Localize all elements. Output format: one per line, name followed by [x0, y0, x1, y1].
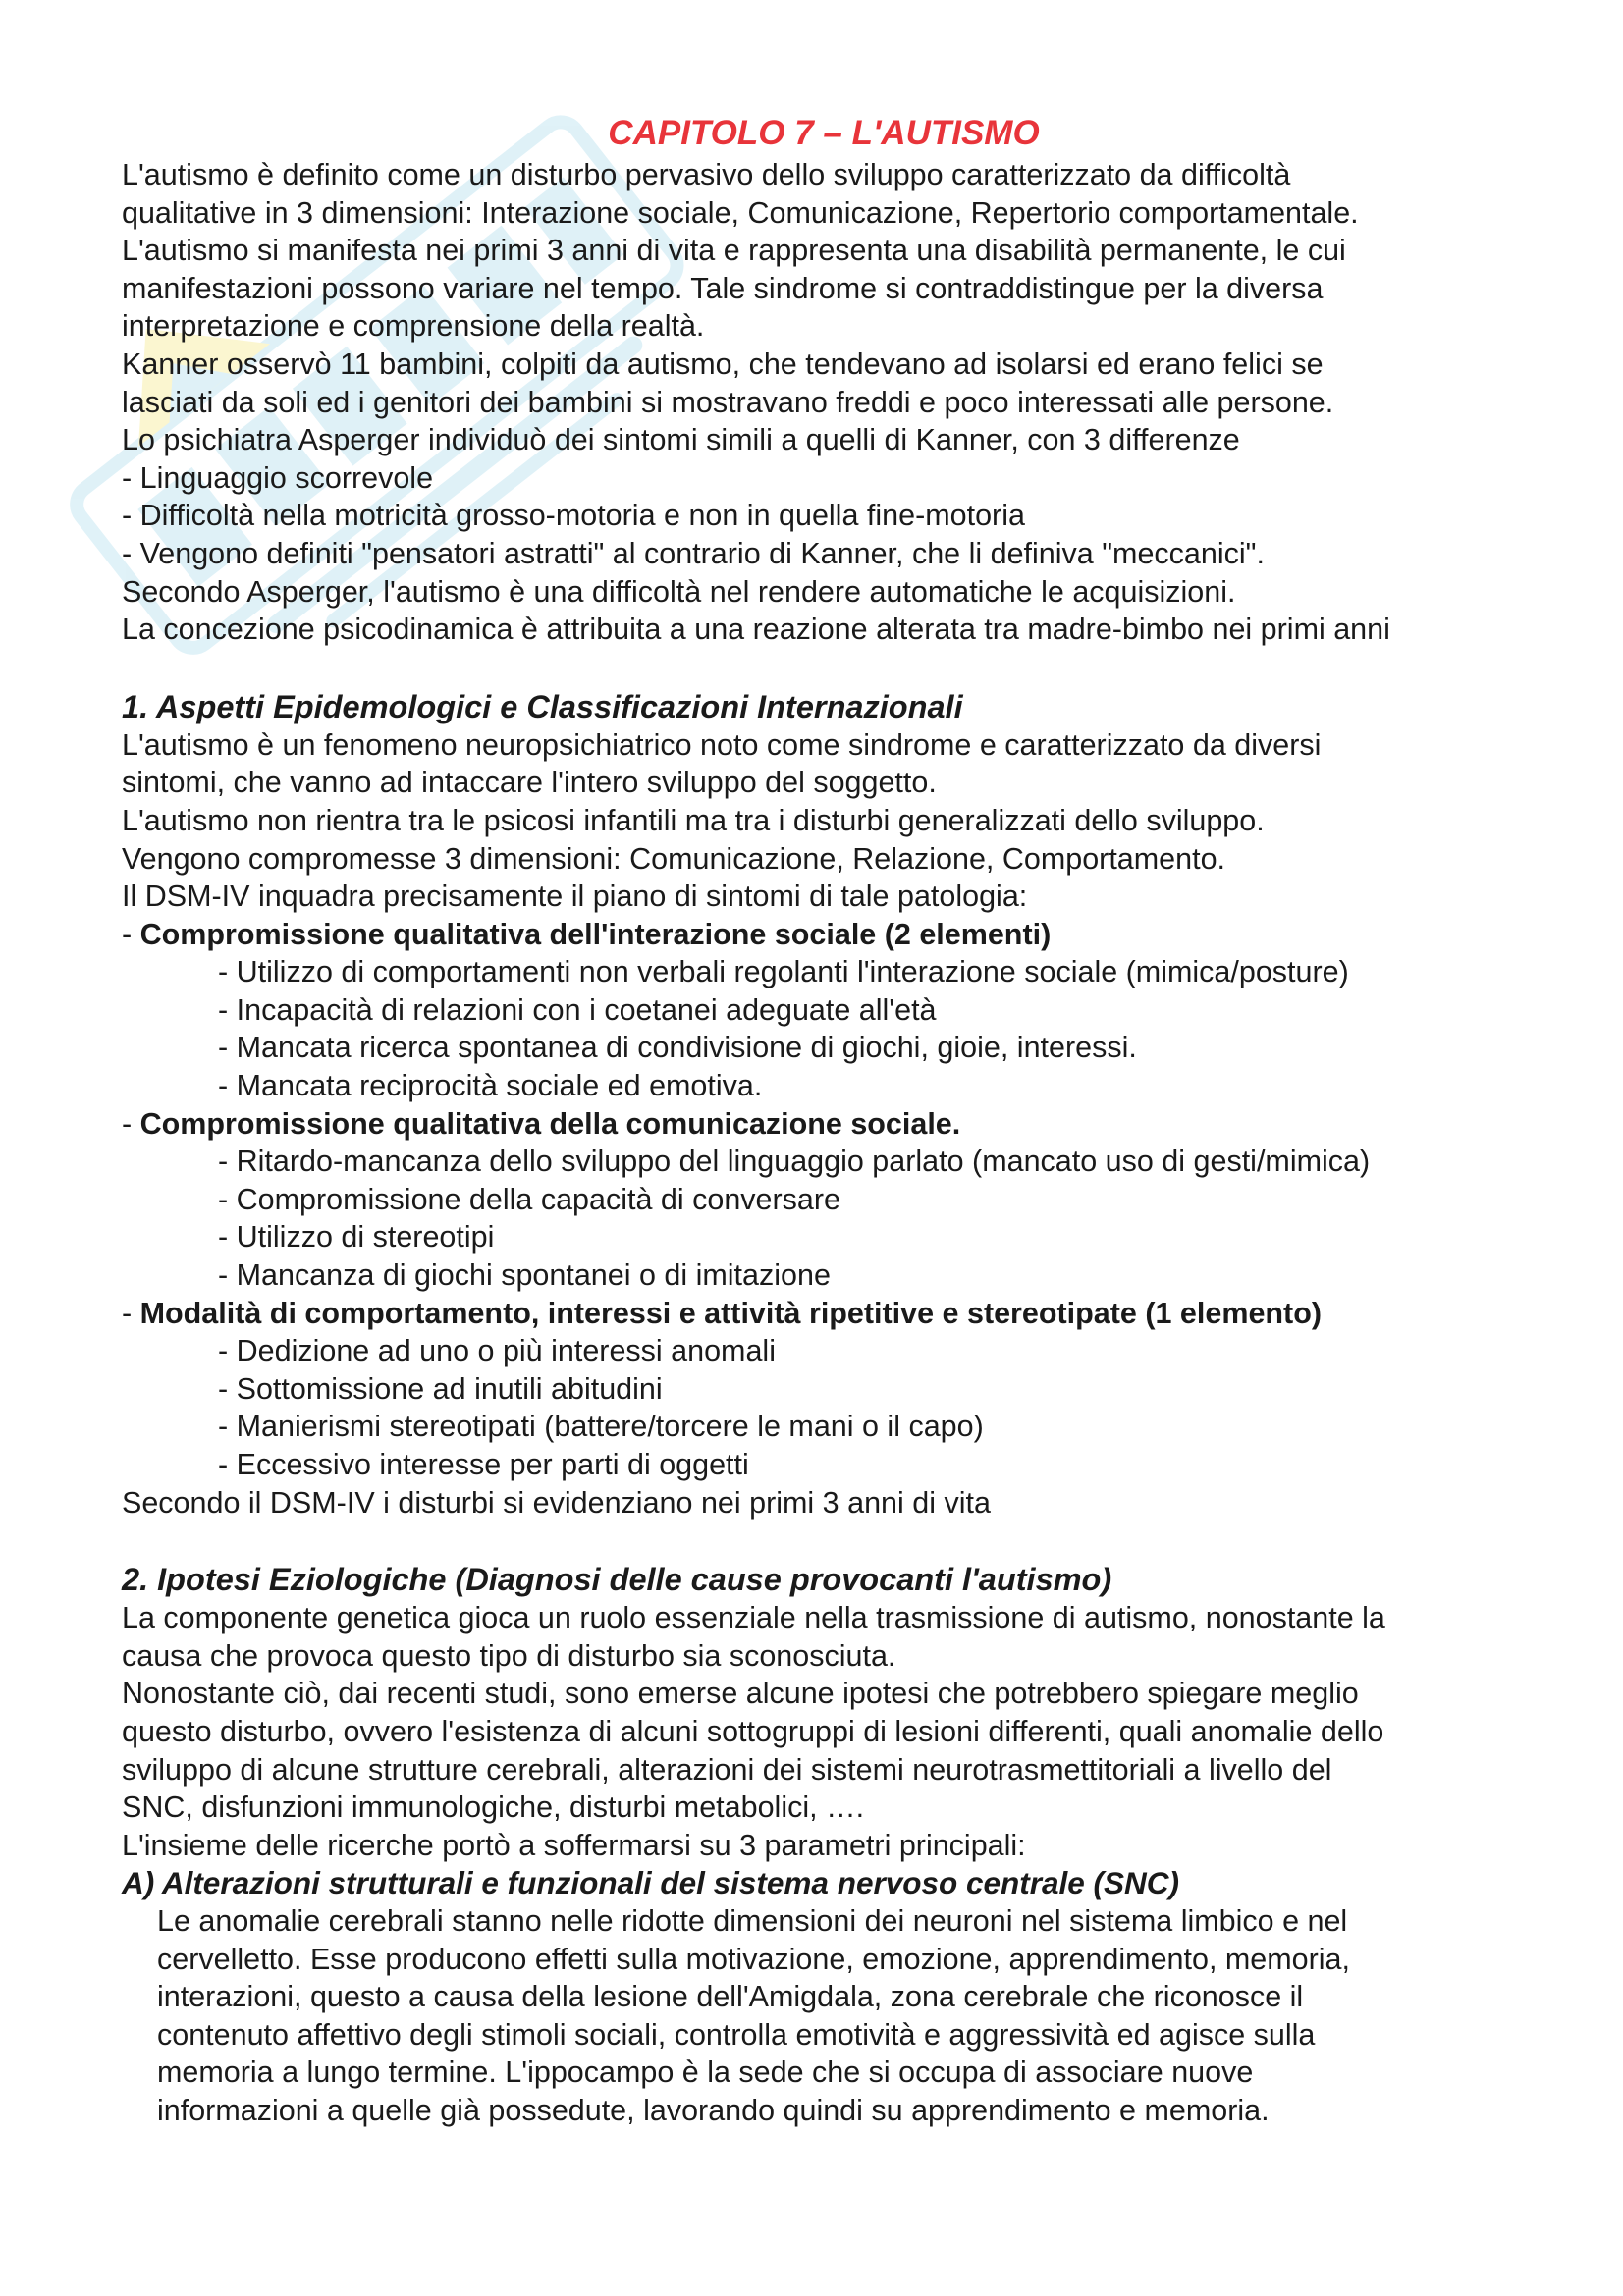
intro-line: lasciati da soli ed i genitori dei bambini si mostravano freddi e poco interessati alle persone.	[122, 385, 1334, 419]
section-1-closing: Secondo il DSM-IV i disturbi si evidenziano nei primi 3 anni di vita	[122, 1485, 991, 1520]
symptom-item: - Ritardo-mancanza dello sviluppo del linguaggio parlato (mancato uso di gesti/mimica)	[218, 1145, 1371, 1179]
section-2-line: sviluppo di alcune strutture cerebrali, alterazioni dei sistemi neurotrasmettitoriali a livello del	[122, 1752, 1332, 1787]
symptom-item: - Eccessivo interesse per parti di oggetti	[218, 1448, 749, 1481]
section-2-line: causa che provoca questo tipo di disturbo sia sconosciuta.	[122, 1638, 896, 1673]
symptom-item: - Manierismi stereotipati (battere/torcere le mani o il capo)	[218, 1410, 984, 1444]
subsection-a-heading: A) Alterazioni strutturali e funzionali del sistema nervoso centrale (SNC)	[122, 1865, 1180, 1901]
symptom-item: - Mancanza di giochi spontanei o di imitazione	[218, 1258, 831, 1293]
symptom-group-title	[122, 1295, 1526, 1333]
intro-line: Kanner osservò 11 bambini, colpiti da autismo, che tendevano ad isolarsi ed erano felici se	[122, 347, 1324, 381]
group-dash: -	[122, 1296, 140, 1330]
symptom-group-title	[122, 1105, 1526, 1144]
section-2-line: Nonostante ciò, dai recenti studi, sono emerse alcune ipotesi che potrebbero spiegare meglio	[122, 1677, 1359, 1711]
section-1-body	[122, 726, 1526, 1522]
section-2-heading: 2. Ipotesi Eziologiche (Diagnosi delle cause provocanti l'autismo)	[122, 1562, 1112, 1598]
intro-line: La concezione psicodinamica è attribuita a una reazione alterata tra madre-bimbo nei primi anni	[122, 613, 1390, 647]
intro-line: Lo psichiatra Asperger individuò dei sintomi simili a quelli di Kanner, con 3 differenze	[122, 423, 1240, 457]
section-2-line: questo disturbo, ovvero l'esistenza di alcuni sottogruppi di lesioni differenti, quali anomalie dello	[122, 1714, 1384, 1748]
symptom-item: - Mancata reciprocità sociale ed emotiva.	[218, 1069, 763, 1103]
symptom-item: - Sottomissione ad inutili abitudini	[218, 1371, 663, 1406]
group-title-text: Modalità di comportamento, interessi e attività ripetitive e stereotipate (1 elemento)	[139, 1296, 1322, 1330]
intro-paragraph	[122, 156, 1526, 649]
symptom-item: - Utilizzo di stereotipi	[218, 1220, 495, 1255]
subsection-a-line: cervelletto. Esse producono effetti sulla motivazione, emozione, apprendimento, memoria,	[157, 1942, 1350, 1976]
section-1-line: sintomi, che vanno ad intaccare l'intero sviluppo del soggetto.	[122, 766, 937, 800]
document-page	[122, 113, 1526, 2130]
symptom-item: - Utilizzo di comportamenti non verbali regolanti l'interazione sociale (mimica/posture)	[218, 955, 1349, 989]
symptom-group-title	[122, 916, 1526, 954]
section-2-line: La componente genetica gioca un ruolo essenziale nella trasmissione di autismo, nonostante la	[122, 1601, 1385, 1635]
section-1-line: L'autismo non rientra tra le psicosi infantili ma tra i disturbi generalizzati dello sviluppo.	[122, 803, 1265, 837]
group-dash: -	[122, 917, 140, 951]
section-1-line: L'autismo è un fenomeno neuropsichiatrico noto come sindrome e caratterizzato da diversi	[122, 727, 1322, 762]
section-1-line: Vengono compromesse 3 dimensioni: Comunicazione, Relazione, Comportamento.	[122, 841, 1226, 876]
section-2-line: L'insieme delle ricerche portò a soffermarsi su 3 parametri principali:	[122, 1828, 1026, 1862]
intro-line: - Linguaggio scorrevole	[122, 460, 434, 495]
group-title-text: Compromissione qualitativa della comunicazione sociale.	[139, 1106, 961, 1141]
intro-line: interpretazione e comprensione della realtà.	[122, 309, 705, 344]
intro-line: manifestazioni possono variare nel tempo. Tale sindrome si contraddistingue per la diversa	[122, 271, 1324, 305]
subsection-a-line: informazioni a quelle già possedute, lavorando quindi su apprendimento e memoria.	[157, 2093, 1270, 2127]
symptom-item: - Mancata ricerca spontanea di condivisione di giochi, gioie, interessi.	[218, 1031, 1137, 1065]
section-2-line: SNC, disfunzioni immunologiche, disturbi metabolici, ….	[122, 1790, 865, 1825]
symptom-item: - Incapacità di relazioni con i coetanei adeguate all'età	[218, 992, 937, 1027]
intro-line: - Vengono definiti "pensatori astratti" al contrario di Kanner, che li definiva "meccanici".	[122, 536, 1265, 570]
symptom-item: - Dedizione ad uno o più interessi anomali	[218, 1334, 776, 1368]
chapter-title: CAPITOLO 7 – L'AUTISMO	[608, 114, 1040, 152]
intro-line: L'autismo è definito come un disturbo pervasivo dello sviluppo caratterizzato da difficoltà	[122, 158, 1291, 191]
intro-line: qualitative in 3 dimensioni: Interazione sociale, Comunicazione, Repertorio comportamentale.	[122, 195, 1359, 230]
subsection-a-line: interazioni, questo a causa della lesione dell'Amigdala, zona cerebrale che riconosce il	[157, 1980, 1304, 2014]
intro-line: L'autismo si manifesta nei primi 3 anni di vita e rappresenta una disabilità permanente, le cui	[122, 234, 1346, 268]
group-dash: -	[122, 1106, 140, 1141]
symptom-item: - Compromissione della capacità di conversare	[218, 1182, 841, 1216]
section-2-body	[122, 1599, 1526, 2129]
group-title-text: Compromissione qualitativa dell'interazione sociale (2 elementi)	[139, 917, 1052, 951]
section-1-heading: 1. Aspetti Epidemologici e Classificazioni Internazionali	[122, 688, 963, 724]
intro-line: Secondo Asperger, l'autismo è una difficoltà nel rendere automatiche le acquisizioni.	[122, 574, 1236, 609]
intro-line: - Difficoltà nella motricità grosso-motoria e non in quella fine-motoria	[122, 499, 1025, 533]
subsection-a-line: Le anomalie cerebrali stanno nelle ridotte dimensioni dei neuroni nel sistema limbico e nel	[157, 1903, 1348, 1938]
section-1-line: Il DSM-IV inquadra precisamente il piano di sintomi di tale patologia:	[122, 880, 1028, 914]
subsection-a-line: contenuto affettivo degli stimoli sociali, controlla emotività e aggressività ed agisce sulla	[157, 2017, 1316, 2052]
subsection-a-line: memoria a lungo termine. L'ippocampo è la sede che si occupa di associare nuove	[157, 2056, 1254, 2090]
